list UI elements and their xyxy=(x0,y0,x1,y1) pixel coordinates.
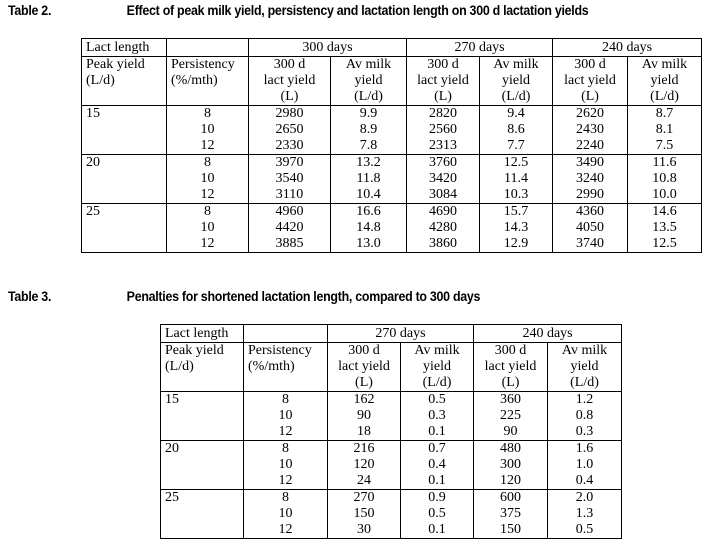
av-milk-header-240 xyxy=(628,57,702,106)
blank-header-cell xyxy=(244,325,328,343)
cell-d300-av: 11.8 xyxy=(331,171,407,187)
hdr-line: (L) xyxy=(581,89,599,104)
table2-caption xyxy=(8,3,703,21)
table3-body xyxy=(161,392,622,539)
cell-persistency: 10 xyxy=(244,408,328,424)
group-header-300-days: 300 days xyxy=(249,39,407,57)
cell-peak xyxy=(161,457,244,473)
cell-peak: 20 xyxy=(82,155,167,172)
lact-length-header: Lact length xyxy=(82,39,167,57)
cell-persistency: 10 xyxy=(244,457,328,473)
av-milk-header-270 xyxy=(401,343,474,392)
table2 xyxy=(81,38,702,253)
cell-d240-av: 11.6 xyxy=(628,155,702,172)
table-row xyxy=(82,236,702,253)
cell-d300-yield: 2980 xyxy=(249,106,331,123)
cell-d240-yield: 90 xyxy=(474,424,548,441)
cell-persistency: 12 xyxy=(167,138,249,155)
cell-d270-yield: 30 xyxy=(328,522,401,539)
table-row xyxy=(82,187,702,204)
cell-d240-yield: 225 xyxy=(474,408,548,424)
lact-yield-header-300 xyxy=(249,57,331,106)
cell-d270-yield: 270 xyxy=(328,490,401,507)
hdr-line: (L) xyxy=(501,375,520,390)
cell-d240-yield: 3240 xyxy=(553,171,628,187)
cell-d300-yield: 4420 xyxy=(249,220,331,236)
av-milk-header-300 xyxy=(331,57,407,106)
cell-d270-yield: 4690 xyxy=(407,204,480,221)
persistency-header-line2: (%/mth) xyxy=(171,73,218,88)
cell-d270-yield: 90 xyxy=(328,408,401,424)
hdr-line: 300 d xyxy=(574,57,606,72)
cell-d270-yield: 162 xyxy=(328,392,401,409)
hdr-line: Av milk xyxy=(561,343,608,358)
table2-header-row-1 xyxy=(82,39,702,57)
cell-d270-yield: 2820 xyxy=(407,106,480,123)
cell-peak: 20 xyxy=(161,441,244,458)
cell-d270-yield: 3420 xyxy=(407,171,480,187)
hdr-line: Av milk xyxy=(641,57,688,72)
cell-d240-yield: 480 xyxy=(474,441,548,458)
cell-d270-av: 0.1 xyxy=(401,424,474,441)
hdr-line: yield xyxy=(502,73,531,88)
cell-d270-av: 10.3 xyxy=(480,187,553,204)
table3-header-row-1 xyxy=(161,325,622,343)
table-row xyxy=(82,155,702,172)
cell-d240-av: 0.4 xyxy=(548,473,622,490)
cell-d300-av: 14.8 xyxy=(331,220,407,236)
cell-d300-yield: 2330 xyxy=(249,138,331,155)
cell-peak xyxy=(82,187,167,204)
peak-yield-header-line1: Peak yield xyxy=(86,57,145,72)
table2-title: Effect of peak milk yield, persistency and lactation length on 300 d lactation yields xyxy=(126,3,589,18)
cell-d300-yield: 3110 xyxy=(249,187,331,204)
cell-d240-av: 12.5 xyxy=(628,236,702,253)
cell-d270-av: 11.4 xyxy=(480,171,553,187)
hdr-line: (L/d) xyxy=(422,375,452,390)
hdr-line: lact yield xyxy=(417,73,469,88)
cell-persistency: 8 xyxy=(167,155,249,172)
cell-peak xyxy=(161,473,244,490)
cell-peak xyxy=(161,408,244,424)
cell-d240-av: 14.6 xyxy=(628,204,702,221)
persistency-header-line1: Persistency xyxy=(248,343,312,358)
cell-d270-yield: 2560 xyxy=(407,122,480,138)
hdr-line: 300 d xyxy=(427,57,459,72)
hdr-line: yield xyxy=(423,359,451,374)
cell-d300-av: 13.0 xyxy=(331,236,407,253)
cell-peak xyxy=(82,138,167,155)
cell-persistency: 12 xyxy=(167,236,249,253)
table-row xyxy=(161,441,622,458)
cell-d240-yield: 120 xyxy=(474,473,548,490)
persistency-header xyxy=(167,57,249,106)
cell-d270-yield: 120 xyxy=(328,457,401,473)
cell-d300-yield: 3885 xyxy=(249,236,331,253)
cell-d240-av: 10.8 xyxy=(628,171,702,187)
hdr-line: yield xyxy=(650,73,679,88)
hdr-line: lact yield xyxy=(263,73,316,88)
cell-persistency: 10 xyxy=(167,220,249,236)
cell-d300-yield: 2650 xyxy=(249,122,331,138)
hdr-line: yield xyxy=(354,73,383,88)
cell-peak: 15 xyxy=(82,106,167,123)
blank-header-cell xyxy=(167,39,249,57)
cell-persistency: 8 xyxy=(244,392,328,409)
table-row xyxy=(82,171,702,187)
cell-d240-yield: 300 xyxy=(474,457,548,473)
cell-d270-av: 0.5 xyxy=(401,392,474,409)
cell-d240-yield: 2990 xyxy=(553,187,628,204)
hdr-line: 300 d xyxy=(273,57,306,72)
cell-peak: 25 xyxy=(82,204,167,221)
peak-yield-header-line1: Peak yield xyxy=(165,343,224,358)
cell-d240-yield: 375 xyxy=(474,506,548,522)
cell-d270-av: 14.3 xyxy=(480,220,553,236)
cell-peak xyxy=(82,236,167,253)
cell-d270-av: 12.9 xyxy=(480,236,553,253)
cell-d240-av: 8.7 xyxy=(628,106,702,123)
av-milk-header-270 xyxy=(480,57,553,106)
cell-d240-yield: 4050 xyxy=(553,220,628,236)
cell-persistency: 12 xyxy=(244,473,328,490)
hdr-line: Av milk xyxy=(414,343,460,358)
cell-d270-av: 0.3 xyxy=(401,408,474,424)
table-row xyxy=(82,122,702,138)
cell-d270-av: 9.4 xyxy=(480,106,553,123)
cell-peak xyxy=(161,424,244,441)
hdr-line: (L/d) xyxy=(501,89,531,104)
cell-persistency: 8 xyxy=(244,490,328,507)
hdr-line: lact yield xyxy=(484,359,537,374)
cell-persistency: 8 xyxy=(244,441,328,458)
cell-d270-yield: 3860 xyxy=(407,236,480,253)
peak-yield-header-line2: (L/d) xyxy=(86,73,115,88)
table3-header-row-2 xyxy=(161,343,622,392)
cell-d270-yield: 4280 xyxy=(407,220,480,236)
cell-d270-av: 7.7 xyxy=(480,138,553,155)
hdr-line: 300 d xyxy=(494,343,527,358)
cell-d300-yield: 3540 xyxy=(249,171,331,187)
cell-d240-av: 8.1 xyxy=(628,122,702,138)
table-row xyxy=(161,408,622,424)
cell-d300-av: 13.2 xyxy=(331,155,407,172)
cell-d300-av: 10.4 xyxy=(331,187,407,204)
hdr-line: lact yield xyxy=(564,73,616,88)
cell-d240-av: 0.3 xyxy=(548,424,622,441)
cell-d240-av: 1.6 xyxy=(548,441,622,458)
cell-d240-av: 10.0 xyxy=(628,187,702,204)
table2-body xyxy=(82,106,702,253)
cell-d240-av: 0.5 xyxy=(548,522,622,539)
cell-d240-yield: 600 xyxy=(474,490,548,507)
cell-persistency: 12 xyxy=(167,187,249,204)
lact-yield-header-270 xyxy=(407,57,480,106)
cell-d240-yield: 360 xyxy=(474,392,548,409)
table-row xyxy=(161,506,622,522)
av-milk-header-240 xyxy=(548,343,622,392)
table-row xyxy=(82,220,702,236)
table-row xyxy=(161,457,622,473)
cell-d240-av: 13.5 xyxy=(628,220,702,236)
cell-d270-av: 0.5 xyxy=(401,506,474,522)
hdr-line: (L) xyxy=(355,375,373,390)
cell-persistency: 8 xyxy=(167,106,249,123)
cell-peak xyxy=(161,506,244,522)
table3-label: Table 3. xyxy=(8,289,52,304)
cell-d300-av: 16.6 xyxy=(331,204,407,221)
cell-d270-yield: 150 xyxy=(328,506,401,522)
cell-peak xyxy=(161,522,244,539)
cell-d240-av: 1.3 xyxy=(548,506,622,522)
cell-d240-yield: 2240 xyxy=(553,138,628,155)
cell-peak: 15 xyxy=(161,392,244,409)
table3 xyxy=(160,324,622,539)
hdr-line: (L/d) xyxy=(570,375,599,390)
cell-persistency: 10 xyxy=(167,171,249,187)
hdr-line: (L/d) xyxy=(354,89,383,104)
hdr-line: yield xyxy=(570,359,599,374)
hdr-line: (L/d) xyxy=(650,89,679,104)
group-header-270-days: 270 days xyxy=(328,325,474,343)
cell-d300-av: 9.9 xyxy=(331,106,407,123)
peak-yield-header xyxy=(161,343,244,392)
cell-d300-av: 8.9 xyxy=(331,122,407,138)
persistency-header xyxy=(244,343,328,392)
cell-d300-yield: 4960 xyxy=(249,204,331,221)
cell-d270-yield: 18 xyxy=(328,424,401,441)
group-header-240-days: 240 days xyxy=(474,325,622,343)
table-row xyxy=(161,522,622,539)
cell-d270-av: 0.9 xyxy=(401,490,474,507)
group-header-240-days: 240 days xyxy=(553,39,702,57)
persistency-header-line1: Persistency xyxy=(171,57,235,72)
table-row xyxy=(82,204,702,221)
lact-yield-header-240 xyxy=(553,57,628,106)
cell-d240-yield: 3740 xyxy=(553,236,628,253)
cell-d270-yield: 3084 xyxy=(407,187,480,204)
cell-d240-yield: 150 xyxy=(474,522,548,539)
table-row xyxy=(161,424,622,441)
table-row xyxy=(82,138,702,155)
table3-caption xyxy=(8,289,703,307)
lact-yield-header-270 xyxy=(328,343,401,392)
cell-d270-av: 0.1 xyxy=(401,522,474,539)
cell-peak xyxy=(82,220,167,236)
cell-d240-av: 7.5 xyxy=(628,138,702,155)
cell-persistency: 10 xyxy=(167,122,249,138)
table2-label: Table 2. xyxy=(8,3,52,18)
cell-peak xyxy=(82,171,167,187)
cell-d300-av: 7.8 xyxy=(331,138,407,155)
peak-yield-header-line2: (L/d) xyxy=(165,359,194,374)
lact-length-header: Lact length xyxy=(161,325,244,343)
cell-d270-yield: 24 xyxy=(328,473,401,490)
cell-peak xyxy=(82,122,167,138)
cell-d270-yield: 3760 xyxy=(407,155,480,172)
cell-d270-av: 15.7 xyxy=(480,204,553,221)
cell-d270-av: 8.6 xyxy=(480,122,553,138)
table-row xyxy=(161,392,622,409)
cell-d240-yield: 4360 xyxy=(553,204,628,221)
cell-peak: 25 xyxy=(161,490,244,507)
hdr-line: 300 d xyxy=(348,343,380,358)
cell-d240-av: 1.0 xyxy=(548,457,622,473)
cell-d270-av: 12.5 xyxy=(480,155,553,172)
lact-yield-header-240 xyxy=(474,343,548,392)
cell-persistency: 8 xyxy=(167,204,249,221)
hdr-line: lact yield xyxy=(338,359,390,374)
table-row xyxy=(161,473,622,490)
table-row xyxy=(82,106,702,123)
cell-d240-yield: 2620 xyxy=(553,106,628,123)
cell-d300-yield: 3970 xyxy=(249,155,331,172)
cell-persistency: 12 xyxy=(244,522,328,539)
cell-d240-av: 1.2 xyxy=(548,392,622,409)
hdr-line: (L) xyxy=(434,89,452,104)
group-header-270-days: 270 days xyxy=(407,39,553,57)
cell-d270-yield: 216 xyxy=(328,441,401,458)
table2-header-row-2 xyxy=(82,57,702,106)
cell-d270-av: 0.4 xyxy=(401,457,474,473)
table3-title: Penalties for shortened lactation length, compared to 300 days xyxy=(126,289,481,304)
cell-persistency: 12 xyxy=(244,424,328,441)
persistency-header-line2: (%/mth) xyxy=(248,359,295,374)
hdr-line: (L) xyxy=(280,89,299,104)
cell-d270-yield: 2313 xyxy=(407,138,480,155)
table-row xyxy=(161,490,622,507)
cell-d240-yield: 2430 xyxy=(553,122,628,138)
peak-yield-header xyxy=(82,57,167,106)
cell-d270-av: 0.1 xyxy=(401,473,474,490)
cell-d240-av: 2.0 xyxy=(548,490,622,507)
cell-persistency: 10 xyxy=(244,506,328,522)
cell-d240-yield: 3490 xyxy=(553,155,628,172)
hdr-line: Av milk xyxy=(493,57,539,72)
cell-d270-av: 0.7 xyxy=(401,441,474,458)
cell-d240-av: 0.8 xyxy=(548,408,622,424)
hdr-line: Av milk xyxy=(345,57,392,72)
